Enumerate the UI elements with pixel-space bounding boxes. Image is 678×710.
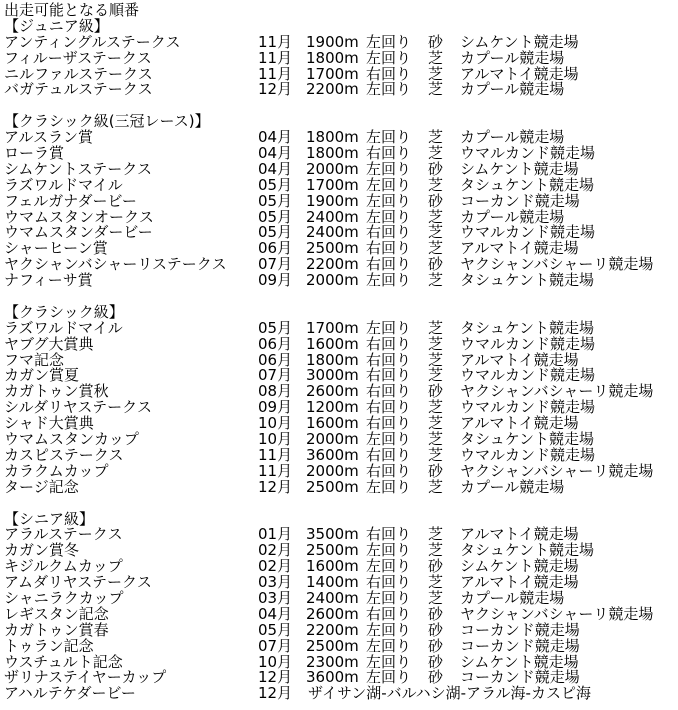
- race-surface: 芝: [428, 48, 444, 67]
- race-name: カガン賞冬: [4, 541, 80, 560]
- race-month: 12月: [258, 80, 293, 99]
- race-month: 12月: [258, 684, 293, 703]
- race-month: 04月: [258, 128, 293, 147]
- race-name: フマ記念: [4, 350, 65, 369]
- race-surface: 芝: [428, 128, 444, 147]
- race-distance: 1600m: [306, 414, 359, 433]
- race-surface: 芝: [428, 318, 444, 337]
- race-month: 07月: [258, 255, 293, 274]
- race-direction: 左回り: [366, 620, 412, 639]
- race-name: カガトゥン賞春: [4, 620, 109, 639]
- race-month: 07月: [258, 366, 293, 385]
- race-direction: 右回り: [366, 366, 412, 385]
- race-name: アムダリヤステークス: [4, 573, 152, 592]
- race-surface: 砂: [428, 620, 444, 639]
- race-surface: 砂: [428, 159, 444, 178]
- race-venue: カプール競走場: [460, 477, 565, 496]
- race-surface: 芝: [428, 366, 444, 385]
- race-distance: 1800m: [306, 128, 359, 147]
- race-venue: コーカンド競走場: [460, 620, 580, 639]
- race-venue: ウマルカンド競走場: [460, 144, 596, 163]
- race-name: キジルクムカップ: [4, 557, 123, 576]
- race-distance: 2500m: [306, 239, 359, 258]
- race-distance: 2000m: [306, 271, 359, 290]
- section-spacer: [4, 496, 676, 512]
- race-section: [4, 509, 676, 703]
- race-venue: シムケント競走場: [460, 32, 579, 51]
- race-month: 05月: [258, 207, 293, 226]
- race-venue: ウマルカンド競走場: [460, 223, 596, 242]
- race-venue: ヤクシャンバシャーリ競走場: [460, 255, 654, 274]
- race-distance: 1600m: [306, 557, 359, 576]
- race-venue: カプール競走場: [460, 588, 565, 607]
- race-direction: 左回り: [366, 636, 412, 655]
- race-name: シャニラクカップ: [4, 588, 124, 607]
- race-month: 08月: [258, 382, 293, 401]
- race-surface: 砂: [428, 652, 444, 671]
- race-distance: 2400m: [306, 588, 359, 607]
- race-month: 01月: [258, 525, 293, 544]
- race-distance: 2000m: [306, 159, 359, 178]
- race-row: [4, 686, 676, 702]
- race-name: ウマムスタンダービー: [4, 223, 153, 242]
- race-surface: 芝: [428, 175, 444, 194]
- race-venue: ウマルカンド競走場: [460, 445, 596, 464]
- race-name: ラズワルドマイル: [4, 175, 123, 194]
- race-month: 03月: [258, 573, 293, 592]
- race-surface: 砂: [428, 382, 444, 401]
- race-surface: 芝: [428, 588, 444, 607]
- race-surface: 砂: [428, 461, 444, 480]
- race-name: シルダリヤステークス: [4, 398, 152, 417]
- race-surface: 芝: [428, 430, 444, 449]
- race-venue: アルマトイ競走場: [460, 64, 579, 83]
- race-sections: [4, 16, 676, 703]
- race-month: 05月: [258, 318, 293, 337]
- section-heading-text: 【ジュニア級】: [4, 16, 109, 35]
- race-name: シャーヒーン賞: [4, 239, 108, 258]
- race-venue: アルマトイ競走場: [460, 573, 579, 592]
- race-venue: カプール競走場: [460, 207, 565, 226]
- race-section: [4, 302, 676, 496]
- race-distance: 1600m: [306, 334, 359, 353]
- race-name: アハルテケダービー: [4, 684, 136, 703]
- race-surface: 芝: [428, 334, 444, 353]
- race-direction: 左回り: [366, 477, 412, 496]
- race-venue: カプール競走場: [460, 48, 565, 67]
- document-title-text: 出走可能となる順番: [4, 1, 140, 19]
- race-month: 11月: [258, 48, 293, 67]
- race-name: アラルステークス: [4, 525, 123, 544]
- race-distance: 1800m: [306, 350, 359, 369]
- race-distance: 2200m: [306, 80, 359, 99]
- race-name: ウマムスタンカップ: [4, 430, 139, 449]
- race-direction: 右回り: [366, 144, 412, 163]
- race-distance: 2600m: [306, 382, 359, 401]
- race-distance: 1700m: [306, 318, 359, 337]
- race-direction: 左回り: [366, 128, 412, 147]
- race-name: シャド大賞典: [4, 414, 94, 433]
- race-venue: タシュケント競走場: [460, 271, 594, 290]
- race-name: トゥラン記念: [4, 636, 94, 655]
- race-venue: アルマトイ競走場: [460, 239, 579, 258]
- race-distance: 1800m: [306, 144, 359, 163]
- race-direction: 右回り: [366, 334, 412, 353]
- race-venue: コーカンド競走場: [460, 636, 580, 655]
- race-name: ナフィーサ賞: [4, 271, 93, 290]
- race-surface: 砂: [428, 636, 444, 655]
- race-name: ラズワルドマイル: [4, 318, 123, 337]
- race-name: フェルガナダービー: [4, 191, 137, 210]
- race-direction: 左回り: [366, 668, 412, 687]
- race-direction: 右回り: [366, 255, 412, 274]
- race-venue: ウマルカンド競走場: [460, 366, 596, 385]
- race-direction: 右回り: [366, 382, 412, 401]
- race-surface: 芝: [428, 239, 444, 258]
- race-venue: ヤクシャンバシャーリ競走場: [460, 461, 654, 480]
- race-name: バガテュルステークス: [4, 80, 153, 99]
- race-surface: 芝: [428, 573, 444, 592]
- race-venue: カプール競走場: [460, 80, 565, 99]
- race-month: 04月: [258, 144, 293, 163]
- race-month: 05月: [258, 223, 293, 242]
- race-month: 12月: [258, 477, 293, 496]
- race-direction: 右回り: [366, 398, 412, 417]
- race-venue: アルマトイ競走場: [460, 350, 579, 369]
- race-venue: コーカンド競走場: [460, 191, 580, 210]
- race-surface: 芝: [428, 271, 444, 290]
- race-direction: 右回り: [366, 223, 412, 242]
- race-surface: 芝: [428, 207, 444, 226]
- race-direction: 右回り: [366, 525, 412, 544]
- race-surface: 砂: [428, 557, 444, 576]
- race-distance: 2600m: [306, 604, 359, 623]
- race-direction: 右回り: [366, 604, 412, 623]
- race-name: ウマムスタンオークス: [4, 207, 154, 226]
- race-month: 06月: [258, 350, 293, 369]
- race-distance: 1200m: [306, 398, 359, 417]
- race-order-document: [4, 3, 676, 702]
- race-month: 11月: [258, 461, 293, 480]
- race-direction: 左回り: [366, 588, 412, 607]
- race-distance: 1900m: [306, 191, 359, 210]
- race-name: アルスラン賞: [4, 128, 93, 147]
- race-surface: 砂: [428, 668, 444, 687]
- race-direction: 右回り: [366, 445, 412, 464]
- race-distance: 2500m: [306, 541, 359, 560]
- race-name: ヤクシャンバシャーリステークス: [4, 255, 227, 274]
- race-row: [4, 273, 676, 289]
- race-surface: 芝: [428, 64, 444, 83]
- race-month: 05月: [258, 620, 293, 639]
- race-direction: 左回り: [366, 271, 412, 290]
- race-direction: 右回り: [366, 239, 412, 258]
- race-surface: 芝: [428, 414, 444, 433]
- race-surface: 砂: [428, 191, 444, 210]
- race-name: ヤブグ大賞典: [4, 334, 94, 353]
- race-section: [4, 114, 676, 289]
- race-month: 10月: [258, 430, 293, 449]
- race-direction: 左回り: [366, 207, 412, 226]
- race-distance: 2200m: [306, 620, 359, 639]
- race-name: アンティングルステークス: [4, 32, 181, 51]
- race-row: [4, 477, 676, 496]
- race-distance: 3600m: [306, 668, 359, 687]
- race-venue: タシュケント競走場: [460, 175, 594, 194]
- race-venue: コーカンド競走場: [460, 668, 580, 687]
- race-name: シムケントステークス: [4, 159, 153, 178]
- race-month: 11月: [258, 64, 293, 83]
- race-direction: 左回り: [366, 430, 412, 449]
- race-venue: タシュケント競走場: [460, 541, 594, 560]
- race-distance: 2400m: [306, 207, 359, 226]
- race-name: カスピステークス: [4, 445, 124, 464]
- race-distance: 2300m: [306, 652, 359, 671]
- race-direction: 右回り: [366, 350, 412, 369]
- race-month: 11月: [258, 445, 293, 464]
- race-venue: シムケント競走場: [460, 159, 579, 178]
- race-distance: 2200m: [306, 255, 359, 274]
- race-direction: 左回り: [366, 652, 412, 671]
- race-direction: 左回り: [366, 159, 412, 178]
- race-distance: 2400m: [306, 223, 359, 242]
- race-month: 02月: [258, 557, 293, 576]
- race-surface: 砂: [428, 255, 444, 274]
- race-surface: 芝: [428, 541, 444, 560]
- race-surface: 芝: [428, 525, 444, 544]
- race-name: カガトゥン賞秋: [4, 382, 109, 401]
- race-surface: 芝: [428, 477, 444, 496]
- race-surface: 芝: [428, 350, 444, 369]
- race-venue: アルマトイ競走場: [460, 525, 579, 544]
- race-distance: 2500m: [306, 636, 359, 655]
- race-venue: カプール競走場: [460, 128, 565, 147]
- race-direction: 右回り: [366, 461, 412, 480]
- race-distance: 2000m: [306, 430, 359, 449]
- race-venue: ウマルカンド競走場: [460, 334, 596, 353]
- race-distance: 3600m: [306, 445, 359, 464]
- race-month: 06月: [258, 239, 293, 258]
- race-month: 10月: [258, 414, 293, 433]
- race-month: 10月: [258, 652, 293, 671]
- race-month: 09月: [258, 398, 293, 417]
- race-name: タージ記念: [4, 477, 79, 496]
- race-distance: 3500m: [306, 525, 359, 544]
- race-surface: 砂: [428, 32, 444, 51]
- race-surface: 芝: [428, 144, 444, 163]
- race-venue: ヤクシャンバシャーリ競走場: [460, 382, 654, 401]
- race-name: ザリナステイヤーカップ: [4, 668, 167, 687]
- section-heading-text: 【クラシック級】: [4, 302, 124, 321]
- race-month: 09月: [258, 271, 293, 290]
- race-name: ウスチュルト記念: [4, 652, 123, 671]
- race-month: 06月: [258, 334, 293, 353]
- race-direction: 左回り: [366, 318, 412, 337]
- race-venue: ウマルカンド競走場: [460, 398, 596, 417]
- race-month: 04月: [258, 604, 293, 623]
- race-month: 04月: [258, 159, 293, 178]
- race-distance: 3000m: [306, 366, 359, 385]
- race-route: ザイサン湖-バルハシ湖-アラル海-カスピ海: [308, 684, 591, 703]
- race-surface: 芝: [428, 445, 444, 464]
- race-distance: 1800m: [306, 48, 359, 67]
- race-surface: 芝: [428, 398, 444, 417]
- race-month: 07月: [258, 636, 293, 655]
- race-distance: 1400m: [306, 573, 359, 592]
- race-direction: 左回り: [366, 80, 412, 99]
- section-heading-text: 【シニア級】: [4, 509, 95, 528]
- race-direction: 左回り: [366, 191, 412, 210]
- race-month: 12月: [258, 668, 293, 687]
- race-month: 11月: [258, 32, 293, 51]
- race-name: レギスタン記念: [4, 604, 109, 623]
- race-direction: 右回り: [366, 573, 412, 592]
- race-distance: 2000m: [306, 461, 359, 480]
- race-venue: シムケント競走場: [460, 557, 579, 576]
- race-venue: シムケント競走場: [460, 652, 579, 671]
- race-direction: 左回り: [366, 541, 412, 560]
- race-direction: 左回り: [366, 48, 412, 67]
- race-name: フィルーザステークス: [4, 48, 152, 67]
- race-direction: 左回り: [366, 557, 412, 576]
- race-name: ニルファルステークス: [4, 64, 153, 83]
- race-name: カラクムカップ: [4, 461, 109, 480]
- race-distance: 1700m: [306, 175, 359, 194]
- race-distance: 2500m: [306, 477, 359, 496]
- race-venue: ヤクシャンバシャーリ競走場: [460, 604, 654, 623]
- race-direction: 左回り: [366, 32, 412, 51]
- race-name: カガン賞夏: [4, 366, 80, 385]
- section-heading-text: 【クラシック級(三冠レース)】: [4, 112, 210, 131]
- race-month: 02月: [258, 541, 293, 560]
- race-venue: タシュケント競走場: [460, 318, 594, 337]
- race-direction: 左回り: [366, 175, 412, 194]
- race-venue: アルマトイ競走場: [460, 414, 579, 433]
- race-direction: 右回り: [366, 414, 412, 433]
- race-surface: 芝: [428, 223, 444, 242]
- race-month: 05月: [258, 175, 293, 194]
- race-month: 03月: [258, 588, 293, 607]
- race-surface: 芝: [428, 80, 444, 99]
- race-distance: 1700m: [306, 64, 359, 83]
- race-surface: 砂: [428, 604, 444, 623]
- race-section: [4, 16, 676, 99]
- race-month: 05月: [258, 191, 293, 210]
- race-venue: タシュケント競走場: [460, 430, 594, 449]
- race-row: [4, 82, 676, 98]
- race-name: ローラ賞: [4, 144, 65, 163]
- race-direction: 右回り: [366, 64, 412, 83]
- race-distance: 1900m: [306, 32, 359, 51]
